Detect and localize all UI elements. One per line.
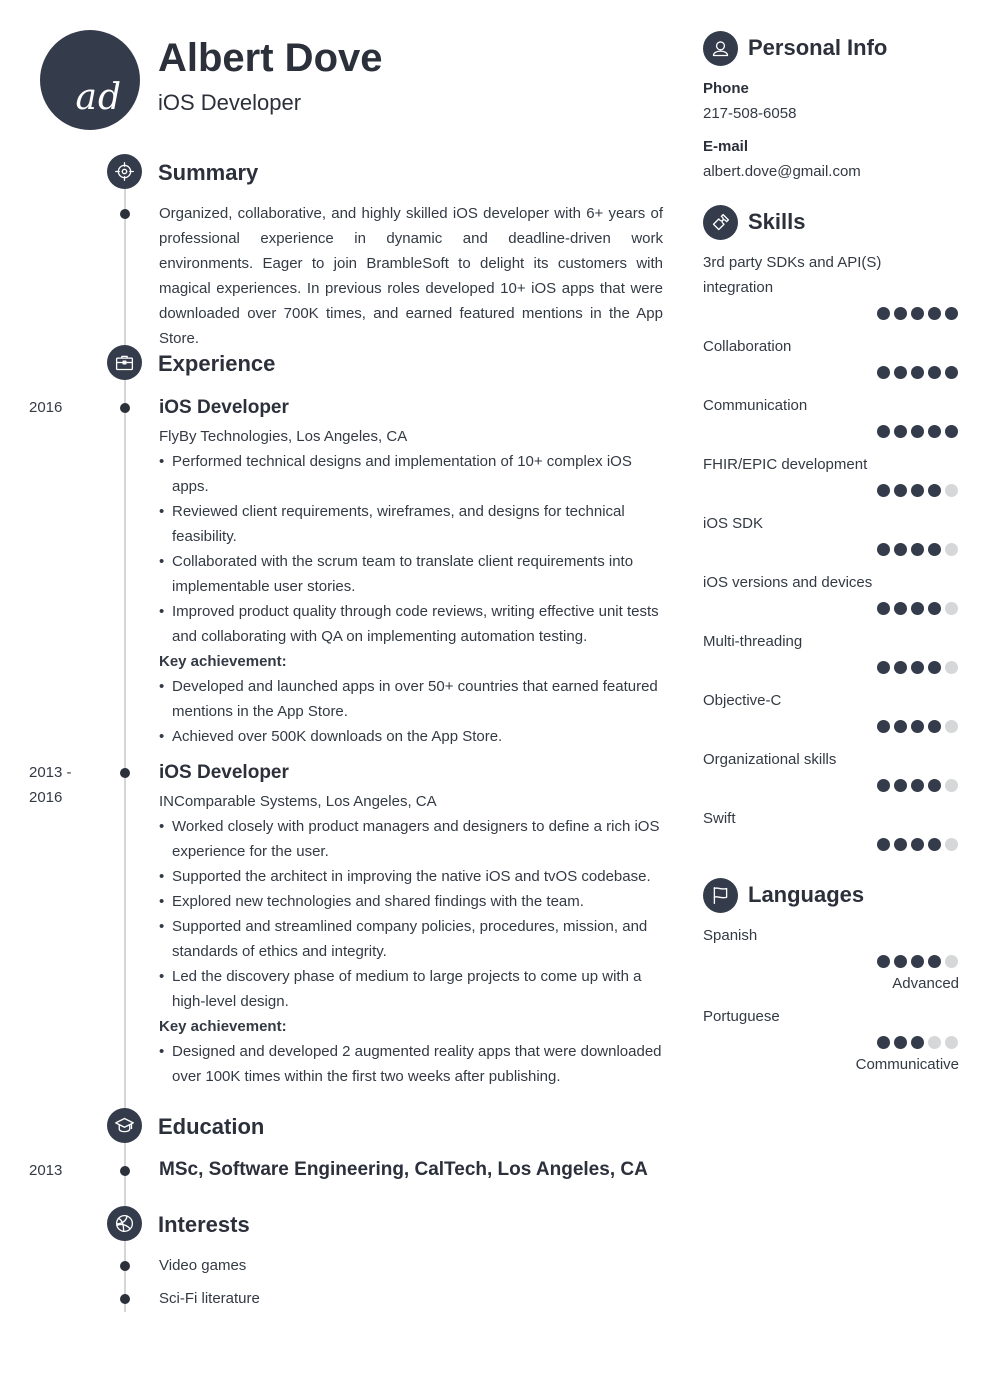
rating-dot-filled: [894, 602, 907, 615]
job-bullet: • Supported and streamlined company policies, procedures, mission, and standards of ethics and integrity.: [159, 914, 669, 964]
language-level: Communicative: [855, 1056, 959, 1073]
rating-dot-filled: [877, 484, 890, 497]
rating-dot-filled: [945, 307, 958, 320]
ball-icon: [107, 1206, 142, 1241]
rating-dot-filled: [928, 307, 941, 320]
avatar: [40, 30, 140, 130]
rating-dot-filled: [911, 484, 924, 497]
education-date: 2013: [29, 1162, 63, 1179]
job-date: 2016: [29, 399, 63, 416]
rating-dot-empty: [928, 1036, 941, 1049]
achievement-bullet: • Designed and developed 2 augmented reality apps that were downloaded over 100K times within the first two weeks after publishing.: [159, 1039, 669, 1089]
skill-name: iOS SDK: [703, 515, 764, 532]
rating-dot-filled: [877, 366, 890, 379]
skill-name: Collaboration: [703, 338, 792, 355]
flag-icon: [703, 878, 738, 913]
achievement-bullet: • Developed and launched apps in over 50+ countries that earned featured mentions in the App Store.: [159, 674, 669, 724]
avatar-initials: ad: [75, 77, 122, 118]
rating-dot-filled: [911, 1036, 924, 1049]
timeline-dot: [120, 1261, 130, 1271]
rating-dot-empty: [945, 543, 958, 556]
rating-dots: [877, 366, 958, 379]
rating-dot-filled: [877, 307, 890, 320]
job-bullet: • Explored new technologies and shared findings with the team.: [159, 889, 669, 914]
rating-dot-filled: [911, 838, 924, 851]
rating-dot-empty: [945, 720, 958, 733]
rating-dots: [877, 720, 958, 733]
education-degree: MSc, Software Engineering, CalTech, Los Angeles, CA: [159, 1159, 648, 1180]
section-title-interests: Interests: [158, 1212, 250, 1237]
rating-dot-empty: [945, 779, 958, 792]
section-title-languages: Languages: [748, 882, 865, 907]
rating-dot-filled: [877, 425, 890, 438]
job-date-end: 2016: [29, 789, 63, 806]
job-bullet: • Collaborated with the scrum team to translate client requirements into implementable user stories.: [159, 549, 669, 599]
rating-dots: [877, 602, 958, 615]
user-icon: [703, 31, 738, 66]
rating-dot-filled: [945, 366, 958, 379]
rating-dots: [877, 838, 958, 851]
rating-dot-filled: [877, 720, 890, 733]
candidate-name: Albert Dove: [158, 36, 383, 80]
job-company: FlyBy Technologies, Los Angeles, CA: [159, 428, 408, 445]
job-bullet: • Worked closely with product managers and designers to define a rich iOS experience for the user.: [159, 814, 669, 864]
rating-dot-filled: [911, 543, 924, 556]
rating-dot-filled: [894, 543, 907, 556]
phone-label: Phone: [703, 80, 749, 97]
job-bullet: • Performed technical designs and implementation of 10+ complex iOS apps.: [159, 449, 669, 499]
rating-dot-filled: [928, 484, 941, 497]
rating-dot-filled: [877, 602, 890, 615]
summary-text: Organized, collaborative, and highly skilled iOS developer with 6+ years of professional experience in dynamic and deadline-driven work environments. Eager to join BrambleSoft to delight its customers with magical experiences. In previous roles developed 10+ iOS apps that were downloaded over 700K times, and earned featured mentions in the App Store.: [159, 205, 663, 347]
briefcase-icon: [107, 345, 142, 380]
skill-name: 3rd party SDKs and API(S) integration: [703, 254, 882, 296]
rating-dot-empty: [945, 661, 958, 674]
timeline-dot: [120, 209, 130, 219]
job-company: INComparable Systems, Los Angeles, CA: [159, 793, 437, 810]
rating-dots: [877, 425, 958, 438]
key-achievement-label: Key achievement:: [159, 653, 287, 670]
rating-dot-filled: [911, 366, 924, 379]
job-title: iOS Developer: [159, 762, 289, 783]
job-title: iOS Developer: [159, 397, 289, 418]
rating-dot-empty: [945, 484, 958, 497]
section-title-summary: Summary: [158, 160, 259, 185]
job-bullet: • Reviewed client requirements, wireframes, and designs for technical feasibility.: [159, 499, 669, 549]
skill-name: FHIR/EPIC development: [703, 456, 868, 473]
rating-dot-filled: [894, 720, 907, 733]
rating-dot-filled: [945, 425, 958, 438]
rating-dot-filled: [894, 779, 907, 792]
skill-name: Communication: [703, 397, 808, 414]
phone-value[interactable]: 217-508-6058: [703, 105, 797, 122]
job-date-start: 2013 -: [29, 764, 72, 781]
candidate-role: iOS Developer: [158, 90, 302, 115]
rating-dot-filled: [928, 602, 941, 615]
skill-name: iOS versions and devices: [703, 574, 873, 591]
rating-dots: [877, 779, 958, 792]
language-level: Advanced: [892, 975, 959, 992]
skill-name: Objective-C: [703, 692, 782, 709]
rating-dot-filled: [911, 425, 924, 438]
section-title-skills: Skills: [748, 209, 806, 234]
email-value[interactable]: albert.dove@gmail.com: [703, 163, 861, 180]
target-icon: [107, 154, 142, 189]
rating-dot-filled: [928, 838, 941, 851]
job-bullets: [159, 814, 669, 1089]
timeline-dot: [120, 403, 130, 413]
rating-dot-empty: [945, 955, 958, 968]
rating-dots: [877, 543, 958, 556]
rating-dot-empty: [945, 1036, 958, 1049]
rating-dot-filled: [894, 484, 907, 497]
rating-dot-filled: [894, 307, 907, 320]
rating-dot-filled: [877, 543, 890, 556]
key-achievement-label: Key achievement:: [159, 1018, 287, 1035]
rating-dot-empty: [945, 602, 958, 615]
rating-dot-filled: [928, 720, 941, 733]
rating-dot-empty: [945, 838, 958, 851]
rating-dot-filled: [894, 661, 907, 674]
section-title-personal-info: Personal Info: [748, 35, 888, 60]
rating-dot-filled: [894, 955, 907, 968]
rating-dot-filled: [911, 602, 924, 615]
graduation-cap-icon: [107, 1108, 142, 1143]
rating-dot-filled: [928, 955, 941, 968]
language-name: Spanish: [703, 927, 758, 944]
interest-item: Sci-Fi literature: [159, 1290, 260, 1307]
timeline-dot: [120, 1294, 130, 1304]
rating-dots: [877, 955, 958, 968]
rating-dot-filled: [877, 1036, 890, 1049]
rating-dot-filled: [877, 838, 890, 851]
language-name: Portuguese: [703, 1008, 780, 1025]
puzzle-icon: [703, 205, 738, 240]
rating-dot-filled: [877, 955, 890, 968]
rating-dot-filled: [911, 661, 924, 674]
rating-dot-filled: [911, 307, 924, 320]
rating-dot-filled: [928, 425, 941, 438]
rating-dot-filled: [928, 366, 941, 379]
skill-name: Organizational skills: [703, 751, 837, 768]
rating-dot-filled: [877, 779, 890, 792]
rating-dot-filled: [928, 661, 941, 674]
rating-dot-filled: [894, 366, 907, 379]
rating-dots: [877, 661, 958, 674]
rating-dots: [877, 484, 958, 497]
interest-item: Video games: [159, 1257, 247, 1274]
skill-name: Swift: [703, 810, 736, 827]
section-title-education: Education: [158, 1114, 265, 1139]
rating-dots: [877, 1036, 958, 1049]
rating-dot-filled: [911, 779, 924, 792]
rating-dot-filled: [894, 1036, 907, 1049]
rating-dot-filled: [928, 543, 941, 556]
rating-dot-filled: [894, 425, 907, 438]
job-bullet: • Improved product quality through code reviews, writing effective unit tests and collaborating with QA on implementing automation testing.: [159, 599, 669, 649]
timeline-dot: [120, 768, 130, 778]
rating-dot-filled: [877, 661, 890, 674]
rating-dot-filled: [928, 779, 941, 792]
rating-dot-filled: [911, 720, 924, 733]
section-title-experience: Experience: [158, 351, 276, 376]
achievement-bullet: • Achieved over 500K downloads on the App Store.: [159, 724, 669, 749]
rating-dots: [877, 307, 958, 320]
rating-dot-filled: [894, 838, 907, 851]
rating-dot-filled: [911, 955, 924, 968]
job-bullet: • Led the discovery phase of medium to large projects to come up with a high-level design.: [159, 964, 669, 1014]
email-label: E-mail: [703, 138, 749, 155]
job-bullet: • Supported the architect in improving the native iOS and tvOS codebase.: [159, 864, 669, 889]
job-bullets: [159, 449, 669, 749]
job-date: [29, 760, 99, 810]
timeline-dot: [120, 1166, 130, 1176]
skill-name: Multi-threading: [703, 633, 803, 650]
